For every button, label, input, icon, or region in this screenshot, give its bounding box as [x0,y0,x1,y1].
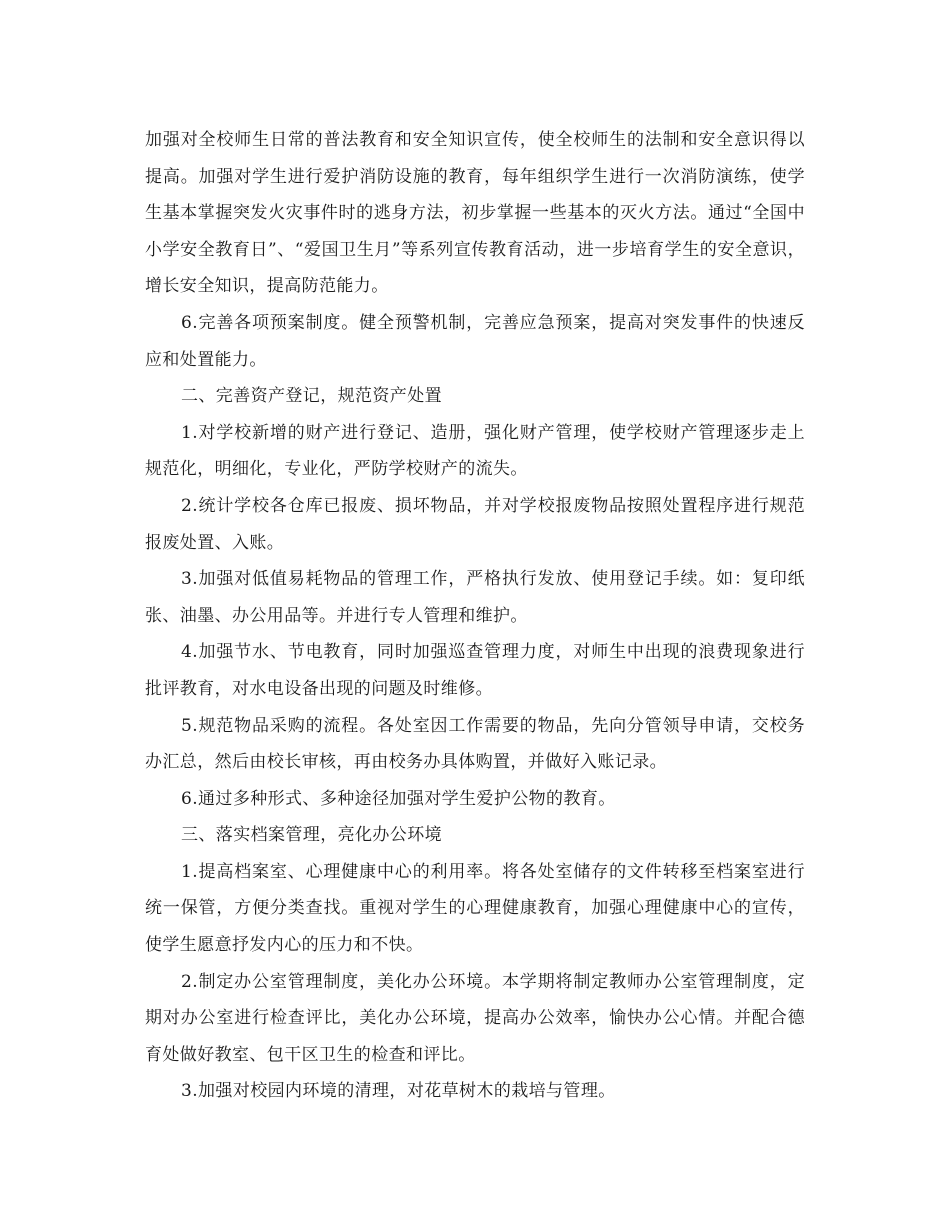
paragraph-water-electricity: 4.加强节水、节电教育，同时加强巡查管理力度，对师生中出现的浪费现象进行批评教育，对水电设备出现的问题及时维修。 [145,642,805,699]
section-heading-asset-management: 二、完善资产登记，规范资产处置 [181,386,442,407]
paragraph-asset-registration: 1.对学校新增的财产进行登记、造册，强化财产管理，使学校财产管理逐步走上规范化，明细化，专业化，严防学校财产的流失。 [145,422,805,480]
section-heading-archive-management: 三、落实档案管理，亮化办公环境 [181,825,442,846]
paragraph-emergency-plans: 6.完善各项预案制度。健全预警机制，完善应急预案，提高对突发事件的快速反应和处置能力。 [145,312,805,370]
paragraph-archive-utilization: 1.提高档案室、心理健康中心的利用率。将各处室储存的文件转移至档案室进行统一保管，方便分类查找。重视对学生的心理健康教育，加强心理健康中心的宣传，使学生愿意抒发内心的压力和不快。 [145,861,805,956]
paragraph-consumables: 3.加强对低值易耗物品的管理工作，严格执行发放、使用登记手续。如：复印纸张、油墨、办公用品等。并进行专人管理和维护。 [145,569,805,626]
paragraph-procurement: 5.规范物品采购的流程。各处室因工作需要的物品，先向分管领导申请，交校务办汇总，然后由校长审核，再由校务办具体购置，并做好入账记录。 [145,715,805,773]
paragraph-safety-education: 加强对全校师生日常的普法教育和安全知识宣传，使全校师生的法制和安全意识得以提高。加强对学生进行爱护消防设施的教育，每年组织学生进行一次消防演练，使学生基本掌握突发火灾事件时的逃身方法，初步掌握一些基本的灭火方法。通过“全国中小学安全教育日”、“爱国卫生月”等系列宣传教育活动，进一步培育学生的安全意识，增长安全知识，提高防范能力。 [145,130,805,297]
paragraph-scrap-disposal: 2.统计学校各仓库已报废、损坏物品，并对学校报废物品按照处置程序进行规范报废处置、入账。 [145,495,805,553]
document-body [145,122,805,1110]
paragraph-public-property: 6.通过多种形式、多种途径加强对学生爱护公物的教育。 [181,788,616,809]
paragraph-campus-environment: 3.加强对校园内环境的清理，对花草树木的栽培与管理。 [181,1081,616,1102]
paragraph-office-management: 2.制定办公室管理制度，美化办公环境。本学期将制定教师办公室管理制度，定期对办公室进行检查评比，美化办公环境，提高办公效率，愉快办公心情。并配合德育处做好教室、包干区卫生的检查和评比。 [145,971,805,1065]
